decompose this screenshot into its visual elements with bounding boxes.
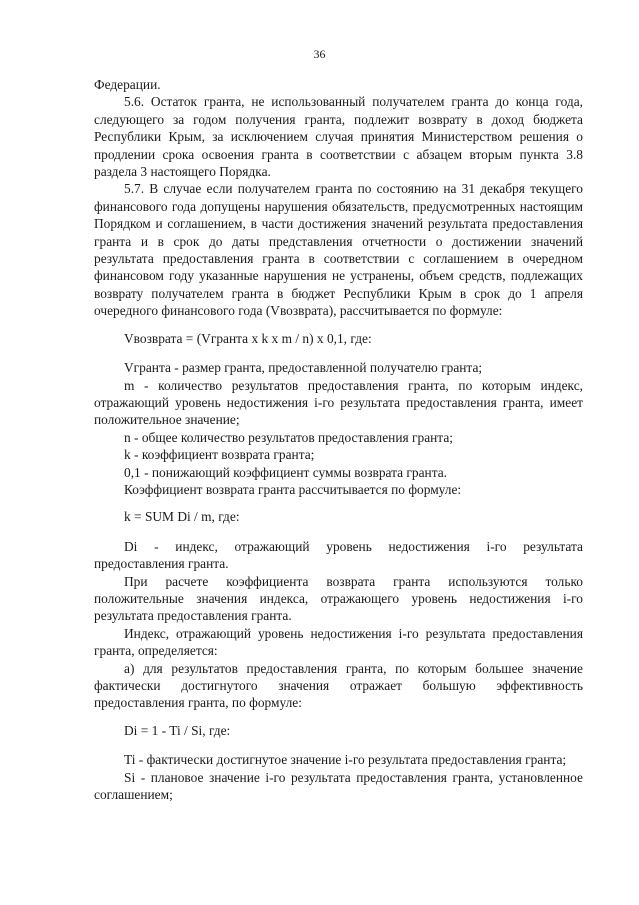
definition-ti: Ti - фактически достигнутое значение i-го результата предоставления гранта; <box>124 752 567 768</box>
paragraph-k-formula-intro: Коэффициент возврата гранта рассчитывается по формуле: <box>124 481 462 497</box>
definition-v-grant: Vгранта - размер гранта, предоставленной получателю гранта; <box>124 360 483 376</box>
paragraph-5-7: 5.7. В случае если получателем гранта по состоянию на 31 декабря текущего финансового года допущены нарушения обязательств, предусмотренных настоящим Порядком и соглашением, в части достижения значений результата предоставления гранта и в срок до даты представления отчетности о достижении значений результата предоставления гранта в соответствии с соглашением в очередном финансовом году указанные нарушения не устранены, объем средств, подлежащих возврату получателем гранта в бюджет Республики Крым в срок до 1 апреля очередного финансового года (Vвозврата), рассчитывается по формуле: <box>94 181 583 319</box>
definition-coefficient: 0,1 - понижающий коэффициент суммы возврата гранта. <box>124 464 448 480</box>
paragraph-item-a: а) для результатов предоставления гранта, по которым большее значение фактически достигнутого значения отражает большую эффективность предоставления гранта, по формуле: <box>94 660 583 711</box>
paragraph-federation: Федерации. <box>94 77 161 92</box>
paragraph-index-determination: Индекс, отражающий уровень недостижения i-го результата предоставления гранта, определяется: <box>94 625 583 659</box>
formula-k: k = SUM Di / m, где: <box>124 509 240 525</box>
definition-si: Si - плановое значение i-го результата предоставления гранта, установленное соглашением; <box>94 769 583 803</box>
formula-di: Di = 1 - Ti / Si, где: <box>124 722 231 738</box>
document-body <box>94 76 583 803</box>
page-number: 36 <box>313 47 326 61</box>
definition-n: n - общее количество результатов предоставления гранта; <box>124 429 453 445</box>
definition-k: k - коэффициент возврата гранта; <box>124 447 315 463</box>
paragraph-5-6: 5.6. Остаток гранта, не использованный получателем гранта до конца года, следующего за годом получения гранта, подлежит возврату в доход бюджета Республики Крым, за исключением случая принятия Министерством решения о продлении срока освоения гранта в соответствии с абзацем вторым пункта 3.8 раздела 3 настоящего Порядка. <box>94 94 583 180</box>
definition-m: m - количество результатов предоставления гранта, по которым индекс, отражающий уровень недостижения i-го результата предоставления гранта, имеет положительное значение; <box>94 377 583 428</box>
paragraph-positive-values: При расчете коэффициента возврата гранта используются только положительные значения индекса, отражающего уровень недостижения i-го результата предоставления гранта. <box>94 573 583 624</box>
definition-di: Di - индекс, отражающий уровень недостижения i-го результата предоставления гранта. <box>94 538 583 572</box>
formula-v-return: Vвозврата = (Vгранта x k x m / n) x 0,1, где: <box>124 330 372 346</box>
